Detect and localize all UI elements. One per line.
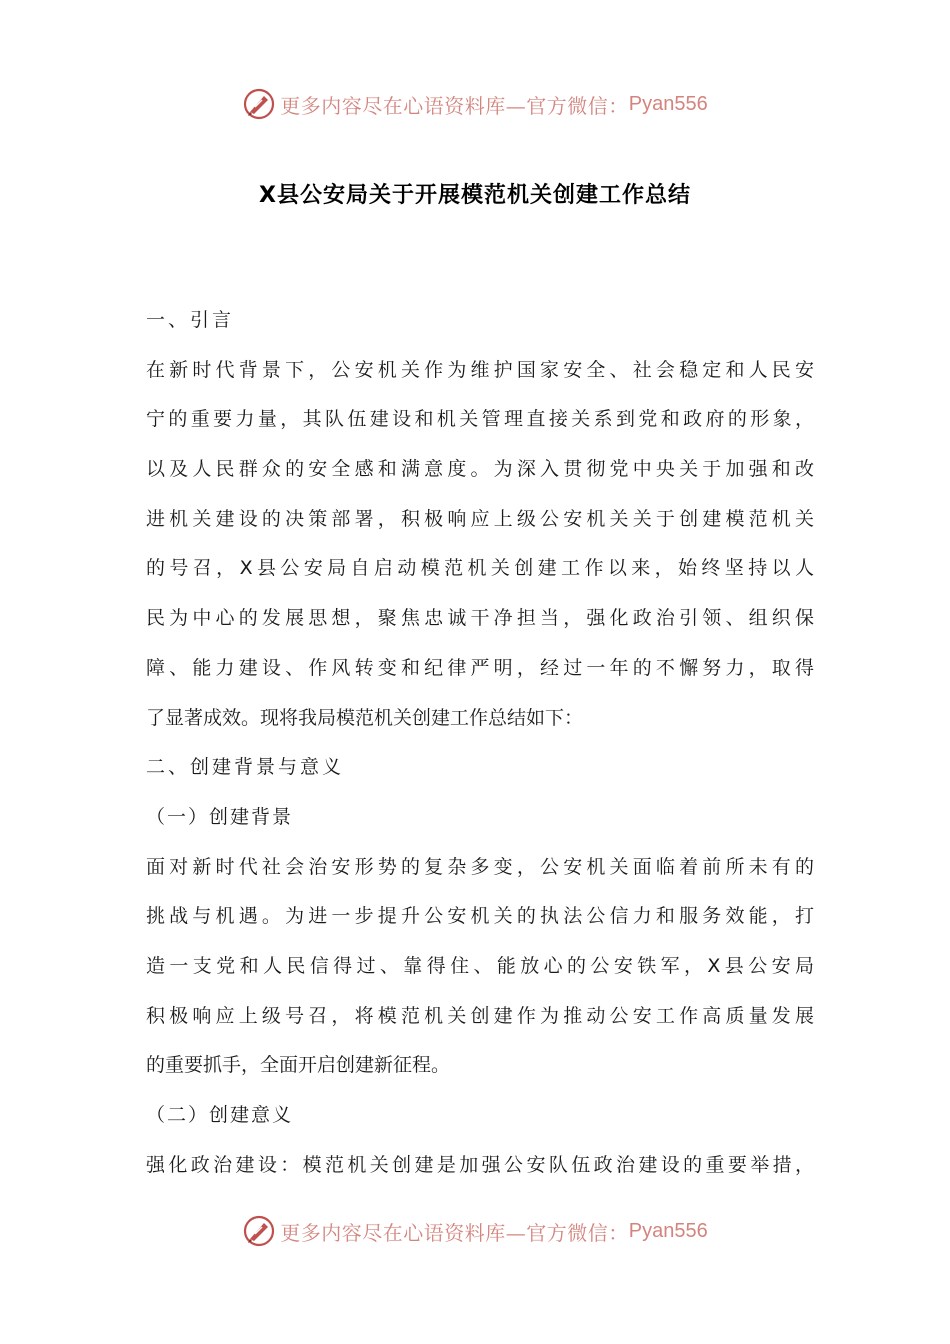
paragraph-line: 民为中心的发展思想，聚焦忠诚干净担当，强化政治引领、组织保 <box>146 607 814 630</box>
paragraph-line: 强化政治建设：模范机关创建是加强公安队伍政治建设的重要举措， <box>146 1153 814 1176</box>
paragraph-line: 了显著成效。现将我局模范机关创建工作总结如下： <box>146 706 584 729</box>
watermark-wechat-id: Pyan556 <box>628 1219 708 1242</box>
paragraph-line: 的号召，X县公安局自启动模范机关创建工作以来，始终坚持以人 <box>146 557 814 580</box>
paragraph-line: 进机关建设的决策部署，积极响应上级公安机关关于创建模范机关 <box>146 507 814 530</box>
paragraph-line: 造一支党和人民信得过、靠得住、能放心的公安铁军，X县公安局 <box>146 954 814 977</box>
paragraph-line: 障、能力建设、作风转变和纪律严明，经过一年的不懈努力，取得 <box>146 656 814 679</box>
watermark-header <box>0 84 950 124</box>
pen-nib-logo-icon <box>242 1214 276 1248</box>
watermark-wechat-id: Pyan556 <box>628 92 708 115</box>
paragraph-line: 面对新时代社会治安形势的复杂多变，公安机关面临着前所未有的 <box>146 855 814 878</box>
subsection-heading-significance: （二）创建意义 <box>146 1104 294 1126</box>
document-body <box>146 296 814 1190</box>
section-heading-background: 二、创建背景与意义 <box>146 756 345 779</box>
watermark-footer <box>0 1211 950 1251</box>
document-title: X县公安局关于开展模范机关创建工作总结 <box>259 183 691 208</box>
subsection-heading-background: （一）创建背景 <box>146 805 294 828</box>
watermark-text: 更多内容尽在心语资料库—官方微信： <box>280 93 629 118</box>
paragraph-line: 积极响应上级号召，将模范机关创建作为推动公安工作高质量发展 <box>146 1004 814 1027</box>
pen-nib-logo-icon <box>242 87 276 121</box>
paragraph-line: 在新时代背景下，公安机关作为维护国家安全、社会稳定和人民安 <box>146 358 814 381</box>
section-heading-intro: 一、引言 <box>146 309 235 331</box>
paragraph-line: 以及人民群众的安全感和满意度。为深入贯彻党中央关于加强和改 <box>146 458 814 481</box>
watermark-text: 更多内容尽在心语资料库—官方微信： <box>280 1220 629 1245</box>
paragraph-line: 宁的重要力量，其队伍建设和机关管理直接关系到党和政府的形象， <box>146 408 814 431</box>
paragraph-line: 的重要抓手，全面开启创建新征程。 <box>146 1054 451 1077</box>
paragraph-line: 挑战与机遇。为进一步提升公安机关的执法公信力和服务效能，打 <box>146 905 814 928</box>
